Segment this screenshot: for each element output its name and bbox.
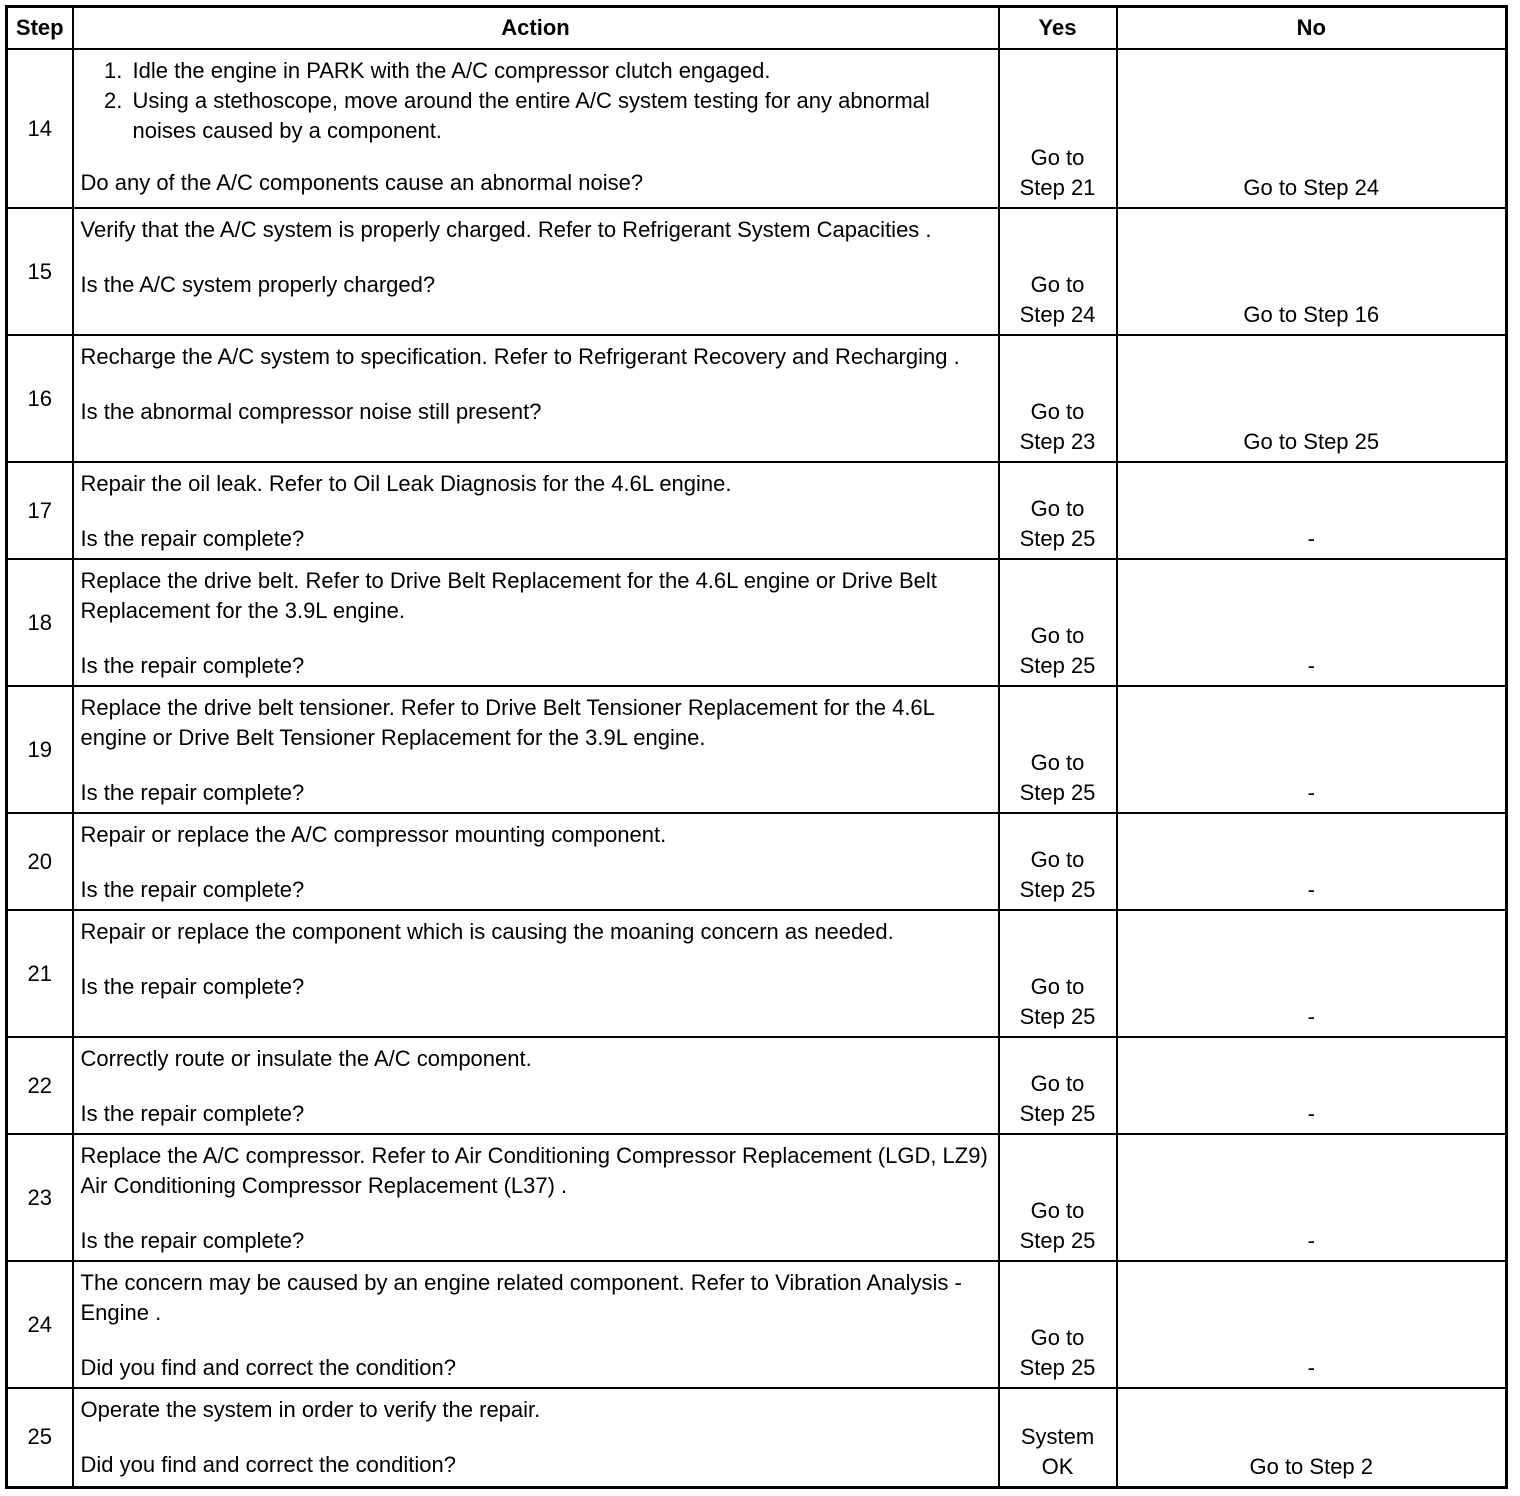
table-row [7,335,1507,462]
table-row [7,813,1507,910]
table-row [7,49,1507,208]
table-row [7,686,1507,813]
step-number: 17 [7,462,73,559]
no-cell: - [1117,1261,1507,1388]
action-question: Is the abnormal compressor noise still present? [80,399,542,424]
action-instruction: Repair or replace the component which is causing the moaning concern as needed. [80,919,894,944]
action-instruction: Correctly route or insulate the A/C component. [80,1046,532,1071]
yes-line: Go to [1030,272,1085,297]
action-cell [73,1261,999,1388]
action-instruction: The concern may be caused by an engine related component. Refer to Vibration Analysis - Engine . [80,1270,962,1325]
yes-cell [999,335,1117,462]
no-cell: - [1117,559,1507,686]
yes-line: Step 25 [1019,653,1096,678]
no-cell: - [1117,686,1507,813]
action-question: Is the repair complete? [80,1101,305,1126]
action-cell [73,813,999,910]
table-row [7,208,1507,335]
action-question: Is the repair complete? [80,780,305,805]
diagnostic-table [5,5,1508,1489]
action-question: Is the A/C system properly charged? [80,272,436,297]
step-number: 20 [7,813,73,910]
action-list-item: 1. Idle the engine in PARK with the A/C compressor clutch engaged. [129,56,990,86]
yes-cell [999,813,1117,910]
step-number: 21 [7,910,73,1037]
yes-line: Step 25 [1019,1355,1096,1380]
no-cell: Go to Step 24 [1117,49,1507,208]
step-number: 23 [7,1134,73,1261]
step-number: 19 [7,686,73,813]
no-cell: Go to Step 16 [1117,208,1507,335]
action-instruction: Repair or replace the A/C compressor mounting component. [80,822,667,847]
header-action: Action [73,7,999,50]
no-cell: - [1117,462,1507,559]
no-cell: - [1117,813,1507,910]
action-question: Is the repair complete? [80,653,305,678]
header-no: No [1117,7,1507,50]
action-cell [73,559,999,686]
yes-line: Step 24 [1019,302,1096,327]
yes-line: Go to [1030,623,1085,648]
yes-cell [999,910,1117,1037]
action-list [81,56,990,146]
step-number: 24 [7,1261,73,1388]
yes-cell [999,559,1117,686]
action-cell [73,910,999,1037]
yes-cell [999,462,1117,559]
action-instruction: Replace the drive belt. Refer to Drive Belt Replacement for the 4.6L engine or Drive Belt Replacement for the 3.9L engine. [80,568,937,623]
yes-line: System [1020,1423,1095,1449]
yes-line: Go to [1030,1071,1085,1096]
action-cell [73,1037,999,1134]
yes-cell [999,1261,1117,1388]
action-cell [73,1134,999,1261]
action-instruction: Replace the drive belt tensioner. Refer to Drive Belt Tensioner Replacement for the 4.6L engine or Drive Belt Tensioner Replacement for the 3.9L engine. [80,695,935,750]
header-row [7,7,1507,50]
yes-line: Step 25 [1019,1228,1096,1253]
step-number: 25 [7,1388,73,1487]
yes-cell [999,1388,1117,1487]
action-question: Is the repair complete? [80,1228,305,1253]
action-question: Do any of the A/C components cause an abnormal noise? [80,170,644,195]
yes-line: Go to [1030,847,1085,872]
table-body [7,49,1507,1487]
action-question: Is the repair complete? [80,974,305,999]
yes-line: Step 23 [1019,429,1096,454]
action-question: Is the repair complete? [80,526,305,551]
step-number: 16 [7,335,73,462]
table-row [7,559,1507,686]
action-instruction: Recharge the A/C system to specification. Refer to Refrigerant Recovery and Recharging . [80,344,960,369]
yes-cell [999,208,1117,335]
yes-line: Go to [1030,496,1085,521]
no-cell: Go to Step 25 [1117,335,1507,462]
action-instruction: Operate the system in order to verify the repair. [80,1397,541,1422]
header-step: Step [7,7,73,50]
yes-line: Go to [1030,145,1085,170]
yes-cell [999,1134,1117,1261]
yes-line: Step 21 [1019,175,1096,200]
yes-line: Step 25 [1019,780,1096,805]
yes-line: Step 25 [1019,526,1096,551]
table-row [7,462,1507,559]
action-instruction: Verify that the A/C system is properly charged. Refer to Refrigerant System Capacities . [80,217,932,242]
action-cell [73,1388,999,1487]
yes-line: Step 25 [1019,1101,1096,1126]
action-cell [73,335,999,462]
table-row [7,1261,1507,1388]
table-row [7,1388,1507,1487]
table-row [7,1134,1507,1261]
yes-cell [999,1037,1117,1134]
action-question: Did you find and correct the condition? [80,1452,456,1477]
yes-line: Go to [1030,974,1085,999]
yes-line: Go to [1030,1198,1085,1223]
yes-line: OK [1041,1453,1074,1479]
header-yes: Yes [999,7,1117,50]
yes-line: Step 25 [1019,877,1096,902]
yes-line: Go to [1030,750,1085,775]
no-cell: - [1117,910,1507,1037]
yes-line: Go to [1030,1325,1085,1350]
yes-cell [999,686,1117,813]
table-row [7,910,1507,1037]
no-cell: - [1117,1037,1507,1134]
action-cell [73,208,999,335]
action-instruction: Repair the oil leak. Refer to Oil Leak Diagnosis for the 4.6L engine. [80,471,732,496]
step-number: 14 [7,49,73,208]
action-question: Did you find and correct the condition? [80,1355,456,1380]
table-row [7,1037,1507,1134]
action-instruction: Replace the A/C compressor. Refer to Air Conditioning Compressor Replacement (LGD, LZ9) Air Conditioning Compressor Replacement (L37) . [80,1143,988,1198]
no-cell: Go to Step 2 [1117,1388,1507,1487]
yes-line: Go to [1030,399,1085,424]
step-number: 15 [7,208,73,335]
action-cell [73,49,999,208]
action-cell [73,686,999,813]
action-list-item: 2. Using a stethoscope, move around the entire A/C system testing for any abnormal noises caused by a component. [129,86,990,146]
action-cell [73,462,999,559]
no-cell: - [1117,1134,1507,1261]
yes-line: Step 25 [1019,1004,1096,1029]
action-question: Is the repair complete? [80,877,305,902]
yes-cell [999,49,1117,208]
step-number: 18 [7,559,73,686]
step-number: 22 [7,1037,73,1134]
